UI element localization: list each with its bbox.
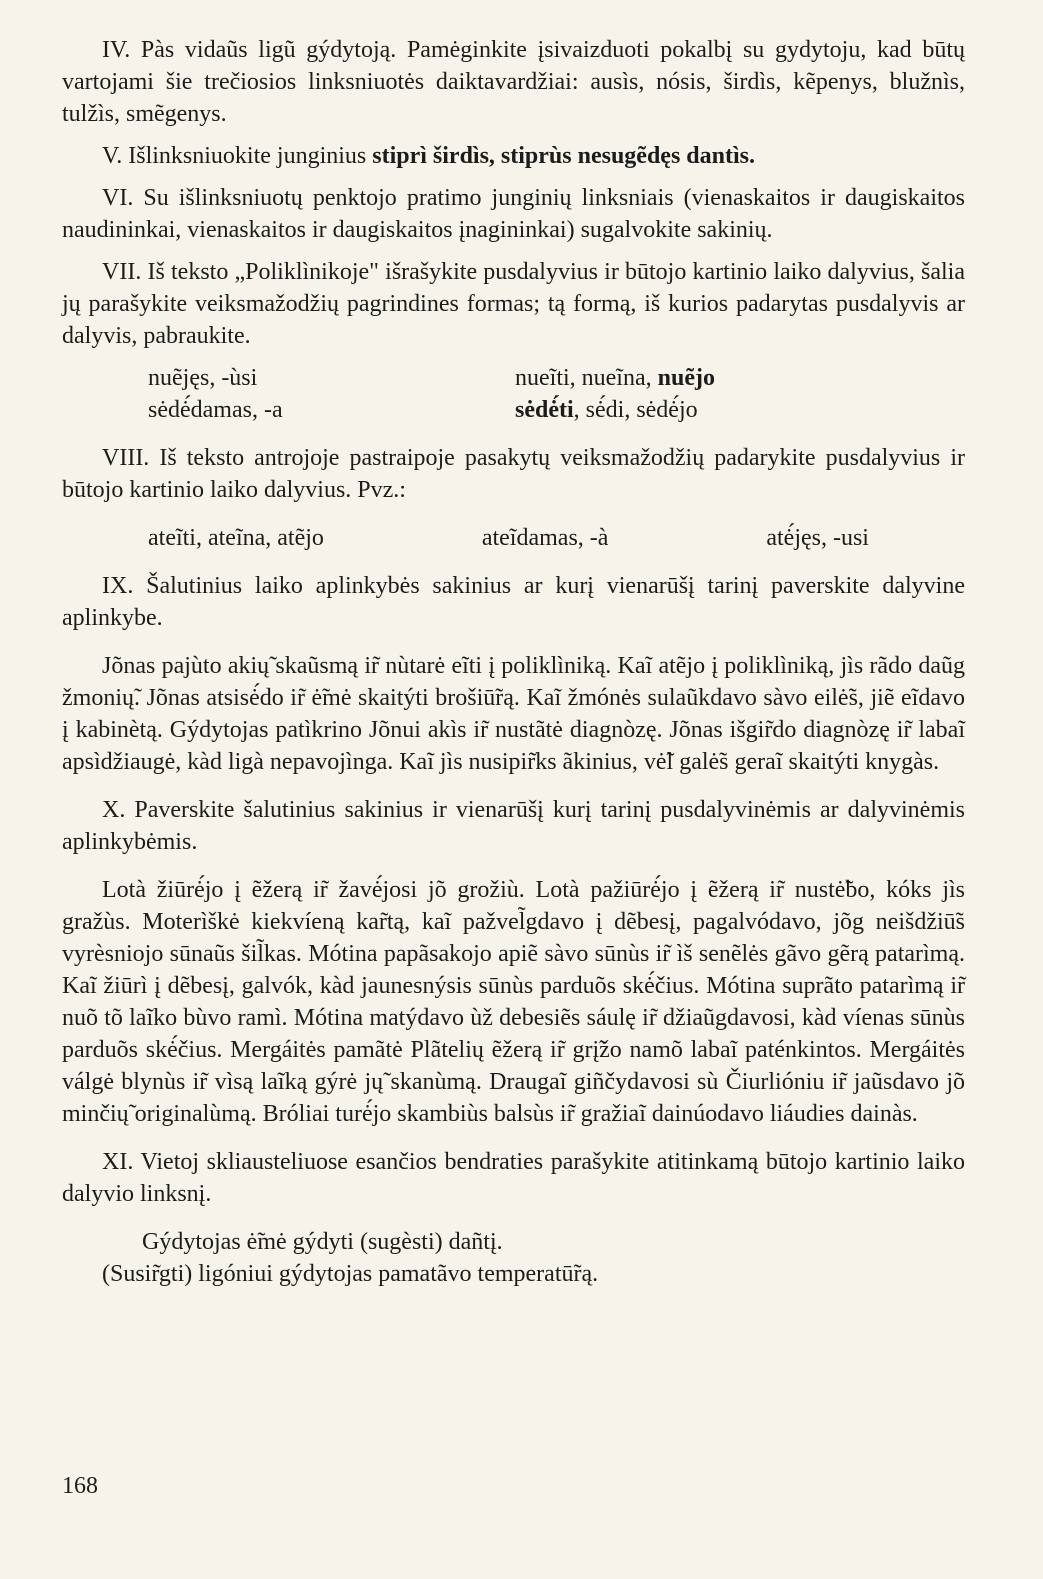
vii-example-forms [515,394,815,426]
exercise-ix-text: Jõnas pajùto akių̃ skaũsmą ir̃ nùtarė eĩti į poliklìniką. Kaĩ atẽjo į poliklìniką, jìs rãdo daũg žmonių̃. Jõnas atsisė́do ir̃ ė̃mė skaitýti brošiū̃rą. Kaĩ žmónės sulaũkdavo sàvo eilė̃s, jiẽ eĩdavo į kabinètą. Gýdytojas patìkrino Jõnui akìs ir̃ nustãtė diagnòzę. Jõnas išgir̃do diagnòzę ir̃ labaĩ apsìdžiaugė, kàd ligà nepavojìnga. Kaĩ jìs nusipir̃ks ãkinius, vė̃l galė̃s geraĩ skaitýti knygàs. [62,653,965,775]
xi-sentence: Gýdytojas ė̃mė gýdyti (sugèsti) dañtį. [142,1229,503,1255]
exercise-ix: IX. Šalutinius laiko aplinkybės sakinius ar kurį vienarūšį tarinį paverskite dalyvine aplinkybe. [62,573,965,631]
exercise-x-text: Lotà žiūrė́jo į ẽžerą ir̃ žavė́josi jõ grožiù. Lotà pažiūrė́jo į ẽžerą ir̃ nustė̃bo, kóks jìs gražùs. Moterìškė kiekvíeną kar̃tą, kaĩ pažvel̃gdavo į dẽbesį, pagalvódavo, jõg neišdžiū̃s vyrèsniojo sūnaũs šil̃kas. Mótina papãsakojo apiẽ sàvo sūnùs ir̃ ìš senẽlės gãvo gẽrą patarìmą. Kaĩ žiūrì į dẽbesį, galvók, kàd jaunesnýsis sūnùs parduõs skė́čius. Mótina suprãto patarìmą ir̃ nuõ tõ laĩko bùvo ramì. Mótina matýdavo ùž debesiẽs sáulę ir̃ džiaũgdavosi, kàd víenas sūnùs parduõs skė́čius. Mergáitės pamãtė Plãtelių ẽžerą ir̃ grį̃žo namõ labaĩ paténkintos. Mergáitės válgė blynùs ir̃ vìsą laĩką gýrė jų̃ skanùmą. Draugaĩ giñčydavosi sù Čiurlióniu ir̃ jaũsdavo jõ minčių̃ originalùmą. Bróliai turė́jo skambiùs balsùs ir̃ gražiaĩ dainúodavo liáudies dainàs. [62,877,965,1127]
exercise-iv: IV. Pàs vidaũs ligũ gýdytoją. Pamėginkite įsivaizduoti pokalbį su gydytoju, kad būtų vartojami šie trečiosios linksniuotės daiktavardžiai: ausìs, nósis, širdìs, kẽpenys, blužnìs, tulžìs, smẽgenys. [62,37,965,127]
exercise-xi-sentences [62,1226,965,1290]
exercise-viii: VIII. Iš teksto antrojoje pastraipoje pasakytų veiksmažodžių padarykite pusdalyvius ir būtojo kartinio laiko dalyvius. Pvz.: [62,445,965,503]
exercise-v-text: V. Išlinksniuokite junginius [102,143,373,169]
vii-example-row [62,362,965,394]
viii-example-row [62,522,965,554]
exercise-v-bold-phrases: stiprì širdìs, stiprùs nesugẽdęs dantìs. [372,143,755,169]
vii-example-row [62,394,965,426]
page-number: 168 [62,1473,98,1499]
exercise-v [62,140,965,172]
vii-example-forms-plain: , sė́di, sėdė́jo [573,397,698,423]
viii-example-half-participle: ateĩdamas, -à [481,525,609,551]
exercise-vii: VII. Iš teksto „Poliklìnikoje" išrašykite pusdalyvius ir būtojo kartinio laiko dalyvius, šalia jų parašykite veiksmažodžių pagrindines formas; tą formą, iš kurios padarytas pusdalyvis ar dalyvis, pabraukite. [62,259,965,349]
exercise-xi: XI. Vietoj skliausteliuose esančios bendraties parašykite atitinkamą būtojo kartinio laiko dalyvio linksnį. [62,1149,965,1207]
vii-example-forms-bold: sėdė́ti [515,397,574,423]
vii-example-forms [515,362,815,394]
vii-example-forms-bold: nuẽjo [657,365,715,391]
vii-example-forms-plain: nueĩti, nueĩna, [515,365,658,391]
exercise-vi: VI. Su išlinksniuotų penktojo pratimo junginių linksniais (vienaskaitos ir daugiskaitos naudininkai, vienaskaitos ir daugiskaitos įnagininkai) sugalvokite sakinių. [62,185,965,243]
vii-example-participle: nuẽjęs, -ùsi [148,365,258,391]
xi-sentence: (Susir̃gti) ligóniui gýdytojas pamatãvo temperatū̃rą. [102,1261,599,1287]
viii-example-verb-forms: ateĩti, ateĩna, atẽjo [148,525,324,551]
viii-example-participle: atė́jęs, -usi [766,525,869,551]
exercise-x: X. Paverskite šalutinius sakinius ir vienarūšį kurį tarinį pusdalyvinėmis ar dalyvinėmis aplinkybėmis. [62,797,965,855]
vii-example-participle: sėdė́damas, -a [148,397,283,423]
